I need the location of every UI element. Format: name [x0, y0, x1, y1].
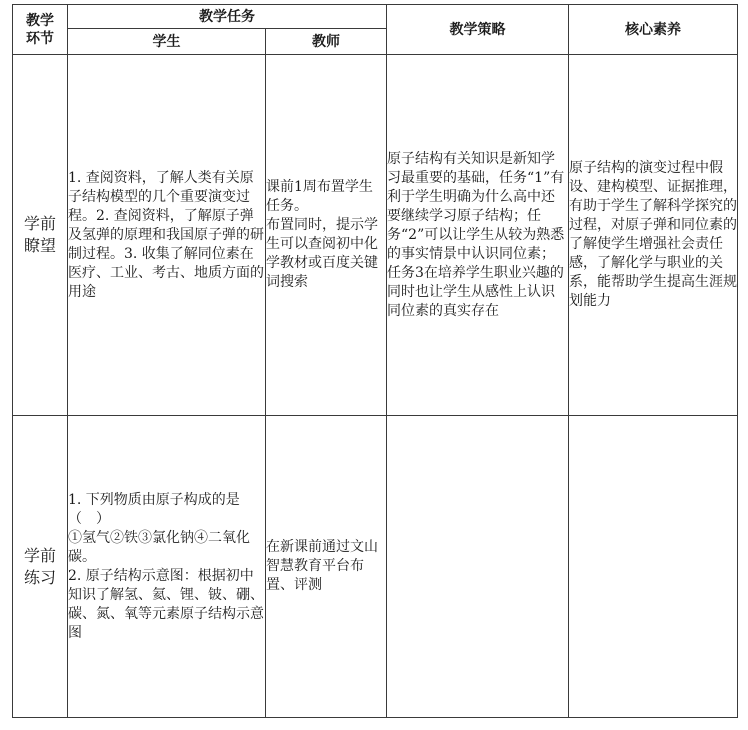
stage-line-1: 学前: [23, 545, 56, 565]
student-header: 学生: [68, 29, 266, 55]
table-row: [13, 416, 738, 718]
teacher-task-cell: 在新课前通过文山智慧教育平台布置、评测: [266, 416, 387, 718]
table-row: [13, 55, 738, 416]
teacher-task-line-2: 布置同时，提示学生可以查阅初中化学教材或百度关键词搜索: [266, 217, 378, 290]
literacy-cell: 原子结构的演变过程中假设、建构模型、证据推理，有助于学生了解科学探究的过程，对原子弹和同位素的了解使学生增强社会责任感，了解化学与职业的关系，能帮助学生提高生涯规划能力: [569, 55, 738, 416]
header-row-1: [13, 5, 738, 29]
student-task-cell: [68, 416, 266, 718]
lesson-plan-table: [12, 4, 738, 718]
stage-cell: [13, 55, 68, 416]
student-task-cell: 1. 查阅资料，了解人类有关原子结构模型的几个重要演变过程。2. 查阅资料，了解原子弹及氢弹的原理和我国原子弹的研制过程。3. 收集了解同位素在医疗、工业、考古、地质方面的用途: [68, 55, 266, 416]
student-task-line-1: 1. 下列物质由原子构成的是（ ）: [68, 491, 240, 527]
stage-line-2: 练习: [23, 567, 56, 587]
teacher-task-line-1: 课前1周布置学生任务。: [266, 179, 373, 214]
tasks-header: 教学任务: [68, 5, 387, 29]
stage-line-1: 学前: [23, 214, 56, 233]
strategy-header: 教学策略: [387, 5, 569, 55]
student-task-line-3: 2. 原子结构示意图：根据初中知识了解氢、氦、锂、铍、硼、碳、氮、氧等元素原子结构示意图: [68, 567, 264, 641]
teacher-header: 教师: [266, 29, 387, 55]
stage-header-line-1: 教学: [26, 12, 54, 29]
stage-line-2: 瞭望: [23, 236, 56, 255]
student-task-line-2: ①氢气②铁③氯化钠④二氧化碳。: [68, 529, 250, 565]
teacher-task-cell: [266, 55, 387, 416]
strategy-cell: 原子结构有关知识是新知学习最重要的基础，任务“1”有利于学生明确为什么高中还要继续学习原子结构；任务“2”可以让学生从较为熟悉的事实情景中认识同位素；任务3在培养学生职业兴趣的同时也让学生从感性上认识同位素的真实存在: [387, 55, 569, 416]
stage-cell: [13, 416, 68, 718]
strategy-cell: [387, 416, 569, 718]
stage-header-line-2: 环节: [26, 30, 54, 47]
literacy-cell: [569, 416, 738, 718]
stage-header: [13, 5, 68, 55]
literacy-header: 核心素养: [569, 5, 738, 55]
